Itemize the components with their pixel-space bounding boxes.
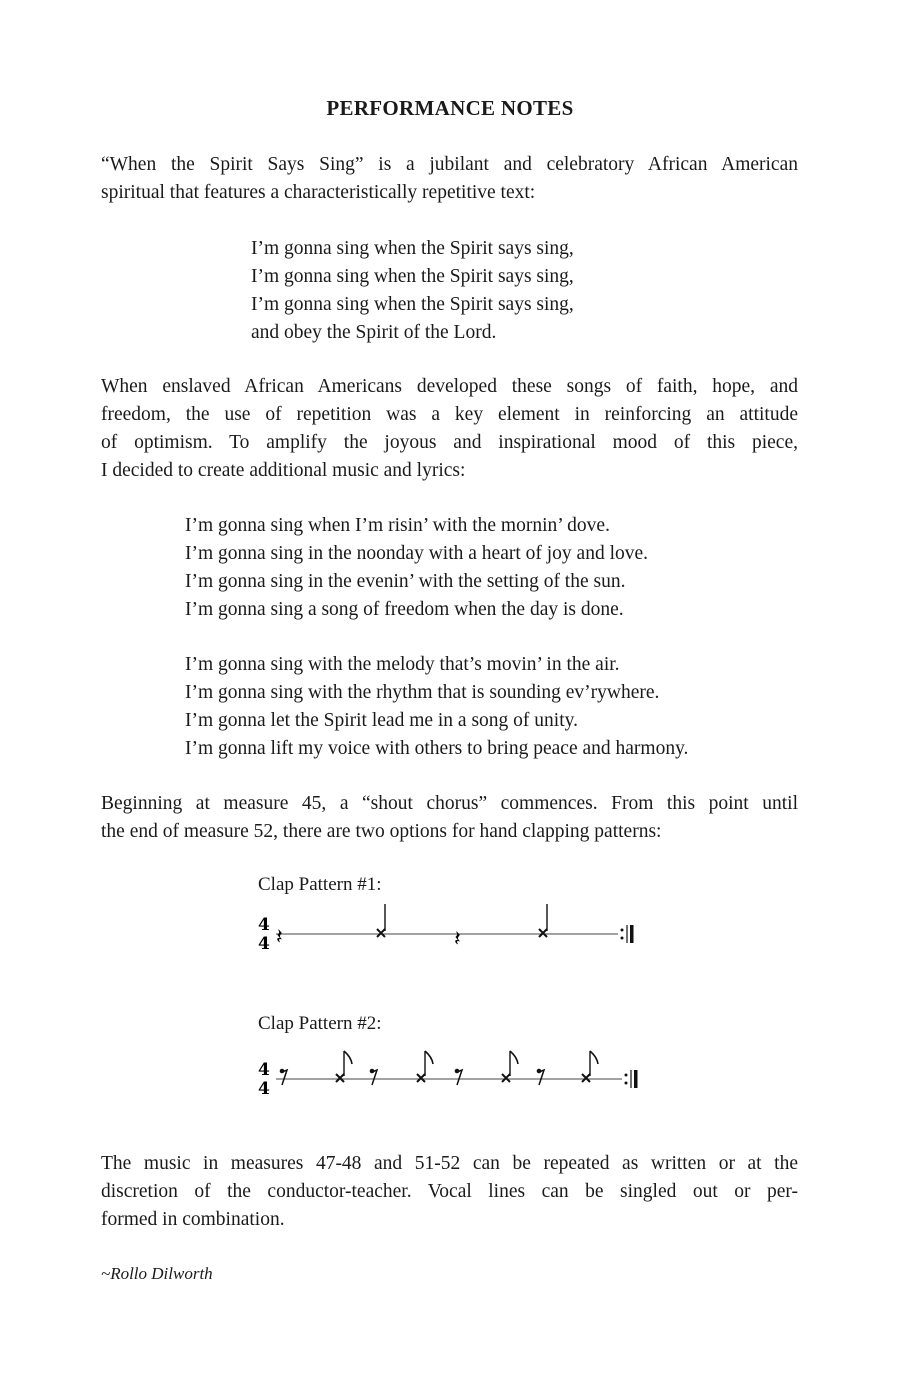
text-line: freedom, the use of repetition was a key element in reinforcing an attitude	[101, 404, 798, 425]
text-line: I decided to create additional music and lyrics:	[101, 460, 466, 481]
verse-line: I’m gonna sing in the evenin’ with the setting of the sun.	[185, 571, 626, 592]
time-signature-bottom: 4	[258, 934, 270, 954]
text-line: discretion of the conductor-teacher. Vocal lines can be singled out or per-	[101, 1181, 798, 1202]
verse-line: and obey the Spirit of the Lord.	[251, 322, 497, 343]
x-eighth-note-icon	[502, 1051, 518, 1082]
intro-paragraph	[101, 151, 798, 207]
verse-line: I’m gonna sing when the Spirit says sing,	[251, 266, 574, 287]
eighth-rest-icon	[280, 1069, 287, 1085]
verse-additional-1	[185, 512, 648, 624]
quarter-rest-icon: 𝄽	[454, 927, 461, 952]
page-title: PERFORMANCE NOTES	[326, 96, 574, 120]
x-note-icon	[539, 904, 547, 937]
shout-chorus-paragraph	[101, 790, 798, 846]
verse-line: I’m gonna sing with the rhythm that is sounding ev’rywhere.	[185, 682, 660, 703]
verse-line: I’m gonna sing when I’m risin’ with the mornin’ dove.	[185, 515, 610, 536]
clap-pattern-1-staff	[256, 900, 648, 960]
text-line: “When the Spirit Says Sing” is a jubilant and celebratory African American	[101, 154, 798, 175]
x-eighth-note-icon	[336, 1051, 352, 1082]
verse-line: I’m gonna sing when the Spirit says sing,	[251, 294, 574, 315]
time-signature-bottom: 4	[258, 1079, 270, 1099]
text-line: The music in measures 47-48 and 51-52 can be repeated as written or at the	[101, 1153, 798, 1174]
text-line: the end of measure 52, there are two options for hand clapping patterns:	[101, 821, 662, 842]
x-note-icon	[377, 904, 385, 937]
verse-line: I’m gonna lift my voice with others to bring peace and harmony.	[185, 738, 689, 759]
x-eighth-note-icon	[417, 1051, 433, 1082]
eighth-rest-icon	[537, 1069, 544, 1085]
text-line: spiritual that features a characteristically repetitive text:	[101, 182, 536, 203]
verse-line: I’m gonna sing in the noonday with a heart of joy and love.	[185, 543, 649, 564]
clap-pattern-1-label: Clap Pattern #1:	[258, 874, 382, 895]
text-line: formed in combination.	[101, 1209, 285, 1230]
author-signature: ~Rollo Dilworth	[101, 1264, 213, 1283]
text-line: When enslaved African Americans developed these songs of faith, hope, and	[101, 376, 798, 397]
repeat-end-barline-icon	[621, 925, 634, 943]
text-line: of optimism. To amplify the joyous and inspirational mood of this piece,	[101, 432, 798, 453]
text-line: Beginning at measure 45, a “shout chorus” commences. From this point until	[101, 793, 798, 814]
repetition-paragraph	[101, 1150, 798, 1234]
clap-pattern-2-label: Clap Pattern #2:	[258, 1013, 382, 1034]
quarter-rest-icon: 𝄽	[276, 925, 283, 950]
time-signature-top: 4	[258, 1060, 270, 1080]
verse-line: I’m gonna let the Spirit lead me in a song of unity.	[185, 710, 578, 731]
clap-pattern-2-staff	[256, 1045, 648, 1105]
eighth-rest-icon	[455, 1069, 462, 1085]
verse-line: I’m gonna sing a song of freedom when the day is done.	[185, 599, 624, 620]
verse-original	[251, 235, 574, 347]
verse-line: I’m gonna sing when the Spirit says sing,	[251, 238, 574, 259]
eighth-rest-icon	[370, 1069, 377, 1085]
time-signature-top: 4	[258, 915, 270, 935]
x-eighth-note-icon	[582, 1051, 598, 1082]
verse-additional-2	[185, 651, 688, 763]
repeat-end-barline-icon	[625, 1070, 638, 1088]
history-paragraph	[101, 373, 798, 485]
verse-line: I’m gonna sing with the melody that’s movin’ in the air.	[185, 654, 620, 675]
